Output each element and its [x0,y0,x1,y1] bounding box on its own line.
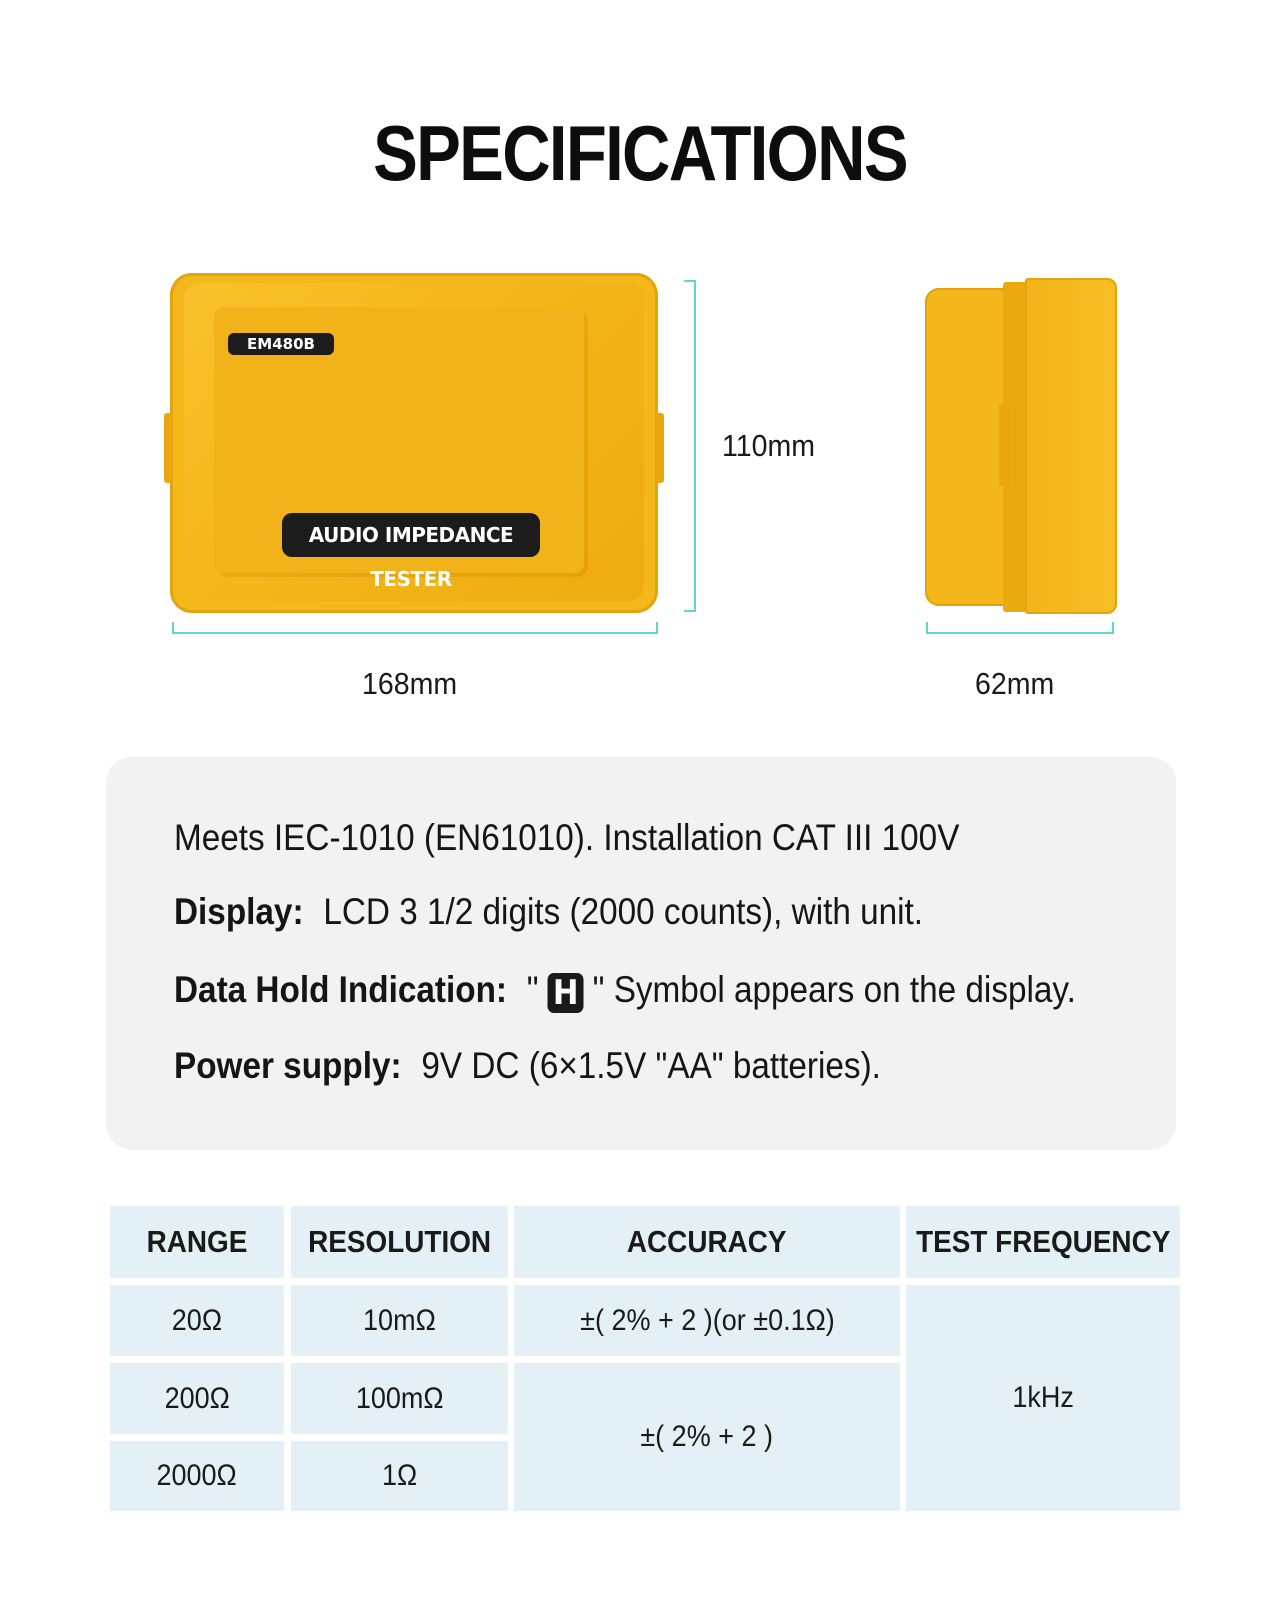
device-side-tab [656,413,664,483]
display-value: LCD 3 1/2 digits (2000 counts), with unit. [323,891,924,932]
table-header-test-frequency: TEST FREQUENCY [906,1206,1180,1278]
table-cell-range: 2000Ω [110,1441,284,1511]
hold-label: Data Hold Indication: [174,969,507,1010]
width-dimension-line [172,622,658,634]
display-label: Display: [174,891,304,932]
table-header-accuracy: ACCURACY [514,1206,900,1278]
table-cell-accuracy: ±( 2% + 2 ) [514,1363,900,1511]
device-front-image [170,273,658,613]
table-cell-resolution: 100mΩ [291,1363,508,1434]
product-name-badge: AUDIO IMPEDANCE TESTER [282,513,540,557]
height-label: 110mm [722,428,815,463]
device-side-tab [164,413,172,483]
power-label: Power supply: [174,1045,402,1086]
table-header-range: RANGE [110,1206,284,1278]
depth-dimension-line [926,622,1114,634]
display-line [174,891,923,933]
device-side-front [1025,278,1117,614]
table-cell-accuracy: ±( 2% + 2 )(or ±0.1Ω) [514,1285,900,1356]
model-badge: EM480B [228,333,334,355]
device-side-image [925,278,1115,614]
table-cell-resolution: 1Ω [291,1441,508,1511]
hold-quote: " [526,969,539,1010]
table-cell-resolution: 10mΩ [291,1285,508,1356]
table-header-resolution: RESOLUTION [291,1206,508,1278]
width-label: 168mm [362,666,458,701]
hold-symbol-icon: H [548,973,584,1013]
hold-value: " Symbol appears on the display. [592,969,1076,1010]
table-cell-test-frequency: 1kHz [906,1285,1180,1511]
depth-label: 62mm [975,666,1055,701]
compliance-line: Meets IEC-1010 (EN61010). Installation CAT III 100V [174,817,960,858]
power-supply-line [174,1045,881,1087]
data-hold-line [174,969,1076,1013]
table-cell-range: 200Ω [110,1363,284,1434]
spec-info-card [106,757,1176,1150]
device-side-clip [999,404,1011,486]
power-value: 9V DC (6×1.5V "AA" batteries). [421,1045,881,1086]
table-cell-range: 20Ω [110,1285,284,1356]
height-dimension-line [684,280,696,612]
page-title: SPECIFICATIONS [373,109,907,197]
